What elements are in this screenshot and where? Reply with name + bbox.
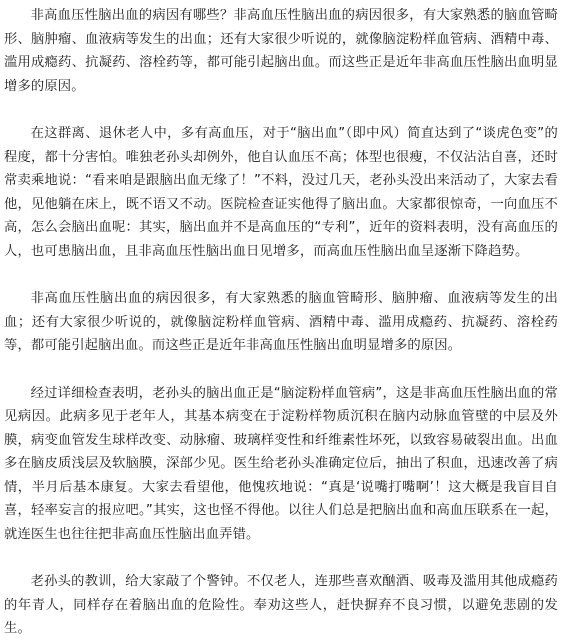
paragraph-causes: 非高血压性脑出血的病因很多，有大家熟悉的脑血管畸形、脑肿瘤、血液病等发生的出血；还有大家很少听说的，就像脑淀粉样血管病、酒精中毒、滥用成瘾药、抗凝药、溶栓药等，都可能引起脑出血。而这些正是近年非高血压性脑出血明显增多的原因。 [4, 291, 558, 353]
paragraph-lesson: 老孙头的教训，给大家敲了个警钟。不仅老人，连那些喜欢酗酒、吸毒及滥用其他成瘾药的年青人，同样存在着脑出血的危险性。奉劝这些人，赶快摒弃不良习惯，以避免悲剧的发生。 [4, 574, 558, 636]
paragraph-story: 在这群离、退休老人中，多有高血压，对于“脑出血”（即中风）简直达到了“谈虎色变”的程度，都十分害怕。唯独老孙头却例外，他自认血压不高；体型也很瘦，不仅沾沾自喜，还时常卖乘地说：“看来咱是跟脑出血无缘了！”不料，没过几天，老孙头没出来活动了，大家去看他，见他躺在床上，既不语又不动。医院检查证实他得了脑出血。大家都很惊奇，一向血压不高，怎么会脑出血呢：其实，脑出血并不是高血压的“专利”，近年的资料表明，没有高血压的人，也可患脑出血，且非高血压性脑出血日见增多，而高血压性脑出血呈逐渐下降趋势。 [4, 126, 558, 259]
paragraph-diagnosis: 经过详细检查表明，老孙头的脑出血正是“脑淀粉样血管病”，这是非高血压性脑出血的常见病因。此病多见于老年人，其基本病变在于淀粉样物质沉积在脑内动脉血管壁的中层及外膜，病变血管发生球样改变、动脉瘤、玻璃样变性和纤维素性坏死，以致容易破裂出血。出血多在脑皮质浅层及软脑膜，深部少见。医生给老孙头准确定位后，抽出了积血，迅速改善了病情，半月后基本康复。大家去看望他，他愧疚地说：“真是‘说嘴打嘴啊’！这大概是我盲目自喜，轻率妄言的报应吧。”其实，这也怪不得他。以往人们总是把脑出血和高血压联系在一起，就连医生也往往把非高血压性脑出血弄错。 [4, 385, 558, 542]
article-body [4, 4, 558, 641]
paragraph-intro: 非高血压性脑出血的病因有哪些？非高血压性脑出血的病因很多，有大家熟悉的脑血管畸形、脑肿瘤、血液病等发生的出血；还有大家很少听说的，就像脑淀粉样血管病、酒精中毒、滥用成瘾药、抗凝药、溶栓药等，都可能引起脑出血。而这些正是近年非高血压性脑出血明显增多的原因。 [4, 8, 558, 94]
